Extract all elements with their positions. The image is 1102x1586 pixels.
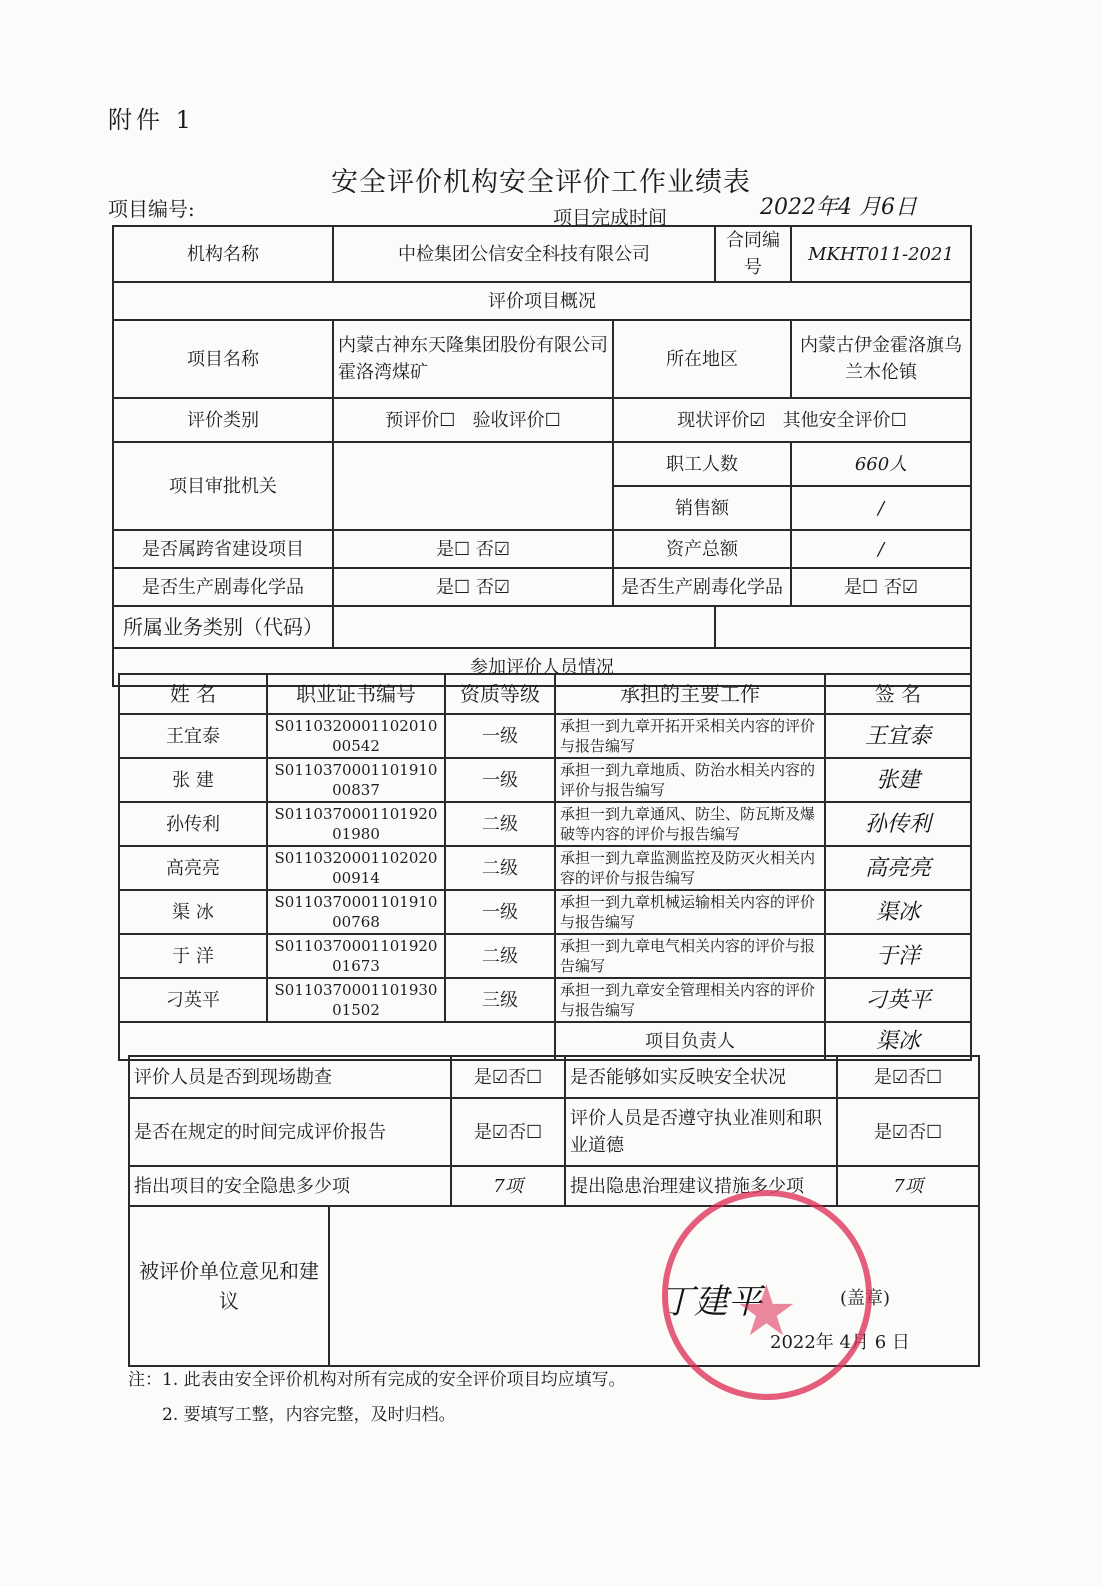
org-value: 中检集团公信安全科技有限公司 [333, 226, 715, 282]
assets-value: / [791, 530, 971, 568]
person-signature: 王宜泰 [825, 714, 971, 758]
person-name: 孙传利 [119, 802, 267, 846]
on-time-value[interactable]: 是☑否☐ [451, 1098, 565, 1166]
person-signature: 张建 [825, 758, 971, 802]
approval-label: 项目审批机关 [113, 442, 333, 530]
business-category-label: 所属业务类别（代码） [113, 606, 333, 648]
person-level: 一级 [445, 758, 555, 802]
hazards-label: 指出项目的安全隐患多少项 [129, 1166, 451, 1206]
site-visit-value[interactable]: 是☑否☐ [451, 1056, 565, 1098]
opinion-date: 2022年 4月 6 日 [770, 1332, 910, 1353]
personnel-header-row [119, 674, 971, 714]
category-acceptance[interactable]: 验收评价☐ [472, 409, 561, 431]
ethics-value[interactable]: 是☑否☐ [837, 1098, 979, 1166]
person-level: 二级 [445, 934, 555, 978]
measures-value: 7项 [837, 1166, 979, 1206]
person-level: 二级 [445, 802, 555, 846]
table-row [119, 714, 971, 758]
person-level: 三级 [445, 978, 555, 1022]
category-pre[interactable]: 预评价☐ [385, 409, 456, 431]
person-name: 刁英平 [119, 978, 267, 1022]
staff-value: 660人 [791, 442, 971, 486]
person-work: 承担一到九章电气相关内容的评价与报告编写 [555, 934, 825, 978]
table-row [119, 890, 971, 934]
measures-label: 提出隐患治理建议措施多少项 [565, 1166, 837, 1206]
main-form-table [112, 225, 972, 687]
person-cert: S011032000110202000914 [267, 846, 445, 890]
table-row [119, 802, 971, 846]
staff-label: 职工人数 [613, 442, 791, 486]
sales-value: / [791, 486, 971, 530]
person-name: 渠 冰 [119, 890, 267, 934]
person-name: 张 建 [119, 758, 267, 802]
col-name: 姓 名 [119, 674, 267, 714]
personnel-header: 参加评价人员情况 [113, 648, 971, 686]
seal-label: (盖章) [840, 1288, 891, 1309]
person-cert: S011037000110192001673 [267, 934, 445, 978]
note-2: 2. 要填写工整，内容完整，及时归档。 [162, 1405, 456, 1425]
person-cert: S011037000110191000837 [267, 758, 445, 802]
person-signature: 渠冰 [825, 890, 971, 934]
person-cert: S011037000110192001980 [267, 802, 445, 846]
org-label: 机构名称 [113, 226, 333, 282]
page-title: 安全评价机构安全评价工作业绩表 [331, 167, 751, 198]
personnel-table [118, 673, 972, 1061]
business-category-value2[interactable] [715, 606, 971, 648]
col-sign: 签 名 [825, 674, 971, 714]
person-cert: S011037000110191000768 [267, 890, 445, 934]
region-label: 所在地区 [613, 320, 791, 398]
contract-value: MKHT011-2021 [791, 226, 971, 282]
opinion-area[interactable] [329, 1206, 979, 1366]
contract-label: 合同编号 [715, 226, 791, 282]
category-right [613, 398, 971, 442]
completion-date: 2022年4 月6日 [760, 195, 917, 220]
category-label: 评价类别 [113, 398, 333, 442]
opinion-signature: 丁建平 [660, 1282, 762, 1322]
project-no-label: 项目编号: [108, 197, 195, 221]
table-row [119, 978, 971, 1022]
site-visit-label: 评价人员是否到现场勘查 [129, 1056, 451, 1098]
person-signature: 孙传利 [825, 802, 971, 846]
col-level: 资质等级 [445, 674, 555, 714]
person-level: 二级 [445, 846, 555, 890]
annex-label: 附件 1 [108, 106, 195, 134]
person-work: 承担一到九章监测监控及防灭火相关内容的评价与报告编写 [555, 846, 825, 890]
person-name: 于 洋 [119, 934, 267, 978]
opinion-label: 被评价单位意见和建议 [129, 1206, 329, 1366]
seal-star-icon: ★ [735, 1270, 798, 1352]
leader-signature: 渠冰 [825, 1022, 971, 1060]
toxic-right-value[interactable]: 是☐ 否☑ [791, 568, 971, 606]
on-time-label: 是否在规定的时间完成评价报告 [129, 1098, 451, 1166]
person-cert: S011037000110193001502 [267, 978, 445, 1022]
project-name-label: 项目名称 [113, 320, 333, 398]
person-name: 高亮亮 [119, 846, 267, 890]
table-row [119, 846, 971, 890]
table-row [119, 934, 971, 978]
category-status[interactable]: 现状评价☑ [677, 409, 766, 431]
reflect-label: 是否能够如实反映安全状况 [565, 1056, 837, 1098]
sales-label: 销售额 [613, 486, 791, 530]
toxic-right-label: 是否生产剧毒化学品 [613, 568, 791, 606]
person-work: 承担一到九章开拓开采相关内容的评价与报告编写 [555, 714, 825, 758]
person-signature: 高亮亮 [825, 846, 971, 890]
business-category-value1[interactable] [333, 606, 715, 648]
person-signature: 于洋 [825, 934, 971, 978]
overview-header: 评价项目概况 [113, 282, 971, 320]
person-work: 承担一到九章机械运输相关内容的评价与报告编写 [555, 890, 825, 934]
approval-value [333, 442, 613, 530]
assets-label: 资产总额 [613, 530, 791, 568]
col-work: 承担的主要工作 [555, 674, 825, 714]
category-left [333, 398, 613, 442]
person-work: 承担一到九章通风、防尘、防瓦斯及爆破等内容的评价与报告编写 [555, 802, 825, 846]
region-value: 内蒙古伊金霍洛旗乌兰木伦镇 [791, 320, 971, 398]
person-work: 承担一到九章地质、防治水相关内容的评价与报告编写 [555, 758, 825, 802]
toxic-left-value[interactable]: 是☐ 否☑ [333, 568, 613, 606]
person-signature: 刁英平 [825, 978, 971, 1022]
person-level: 一级 [445, 714, 555, 758]
reflect-value[interactable]: 是☑否☐ [837, 1056, 979, 1098]
cross-province-value[interactable]: 是☐ 否☑ [333, 530, 613, 568]
col-cert: 职业证书编号 [267, 674, 445, 714]
leader-label: 项目负责人 [555, 1022, 825, 1060]
table-row [119, 758, 971, 802]
category-other[interactable]: 其他安全评价☐ [782, 409, 907, 431]
cross-province-label: 是否属跨省建设项目 [113, 530, 333, 568]
project-name-value: 内蒙古神东天隆集团股份有限公司霍洛湾煤矿 [333, 320, 613, 398]
ethics-label: 评价人员是否遵守执业准则和职业道德 [565, 1098, 837, 1166]
note-1: 注：1. 此表由安全评价机构对所有完成的安全评价项目均应填写。 [128, 1370, 626, 1390]
person-level: 一级 [445, 890, 555, 934]
person-name: 王宜泰 [119, 714, 267, 758]
person-cert: S011032000110201000542 [267, 714, 445, 758]
completion-time-label: 项目完成时间 [553, 207, 668, 229]
person-work: 承担一到九章安全管理相关内容的评价与报告编写 [555, 978, 825, 1022]
toxic-left-label: 是否生产剧毒化学品 [113, 568, 333, 606]
hazards-value: 7项 [451, 1166, 565, 1206]
